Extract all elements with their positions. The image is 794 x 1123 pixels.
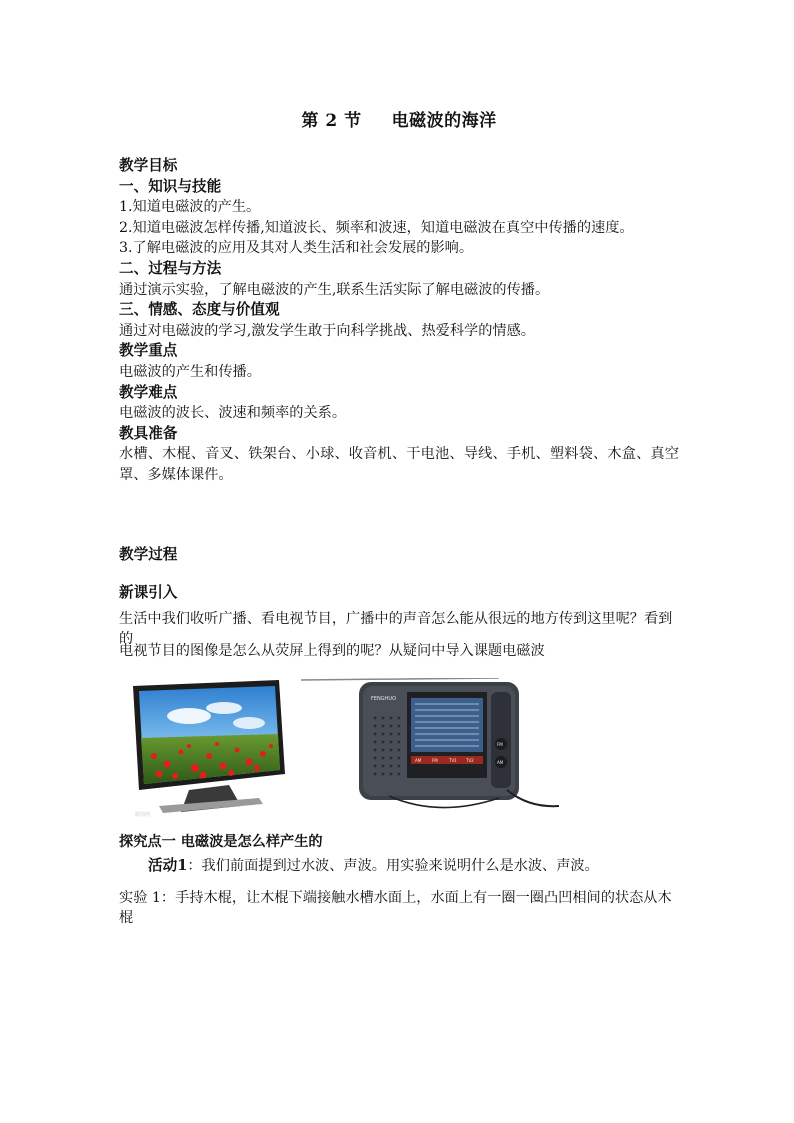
- band-fm: FM: [432, 758, 438, 763]
- band-tv1: TV1: [449, 758, 457, 763]
- radio-image: [299, 678, 579, 823]
- difficulty-text: 电磁波的波长、波速和频率的关系。: [119, 405, 347, 422]
- activity-text: ：我们前面提到过水波、声波。用实验来说明什么是水波、声波。: [187, 858, 599, 874]
- key-point-text: 电磁波的产生和传播。: [119, 363, 261, 380]
- intro-line-2: 电视节目的图像是怎么从荧屏上得到的呢？从疑问中导入课题电磁波: [119, 643, 545, 659]
- difficulty-heading: 教学难点: [119, 383, 178, 401]
- objectives-block: [119, 156, 679, 486]
- objective-item-1: 1.知道电磁波的产生。: [119, 199, 261, 216]
- objective-item-2: 2.知道电磁波怎样传播,知道波长、频率和波速，知道电磁波在真空中传播的速度。: [119, 219, 634, 236]
- section-name: 电磁波的海洋: [391, 111, 497, 131]
- experiment-1-text: 实验 1：手持木棍，让木棍下端接触水槽水面上，水面上有一圈一圈凸凹相间的状态从木棍: [119, 890, 672, 926]
- activity-1: [119, 856, 679, 876]
- section-number: 第 2 节: [301, 111, 362, 131]
- process-method-heading: 二、过程与方法: [119, 259, 222, 277]
- key-point-heading: 教学重点: [119, 342, 178, 360]
- process-method-text: 通过演示实验，了解电磁波的产生,联系生活实际了解电磁波的传播。: [119, 281, 550, 298]
- tools-text: 水槽、木棍、音叉、铁架台、小球、收音机、干电池、导线、手机、塑料袋、木盒、真空罩、多媒体课件。: [119, 446, 679, 483]
- knob-fm: FM: [497, 742, 503, 747]
- lesson-title: [119, 106, 679, 131]
- intro-heading: 新课引入: [119, 584, 178, 601]
- svg-text:昵图网: 昵图网: [135, 812, 151, 818]
- knowledge-heading: 一、知识与技能: [119, 177, 222, 195]
- band-tv2: TV2: [466, 758, 474, 763]
- objective-item-3: 3.了解电磁波的应用及其对人类生活和社会发展的影响。: [119, 240, 474, 257]
- knob-am: AM: [497, 760, 504, 765]
- emotion-text: 通过对电磁波的学习,激发学生敢于向科学挑战、热爱科学的情感。: [119, 322, 535, 339]
- band-am: AM: [415, 758, 422, 763]
- radio-brand: FENGHUO: [371, 696, 397, 702]
- teaching-process-heading: 教学过程: [119, 546, 178, 563]
- intro-line-1: 生活中我们收听广播、看电视节目，广播中的声音怎么能从很远的地方传到这里呢？看到的: [119, 611, 673, 647]
- tools-heading: 教具准备: [119, 424, 178, 442]
- tv-image: [129, 678, 289, 818]
- activity-label: 活动1: [148, 857, 188, 874]
- emotion-heading: 三、情感、态度与价值观: [119, 301, 280, 319]
- objectives-heading: 教学目标: [119, 157, 178, 174]
- devices-figure: [119, 678, 679, 828]
- explore-heading: 探究点一 电磁波是怎么样产生的: [119, 834, 323, 850]
